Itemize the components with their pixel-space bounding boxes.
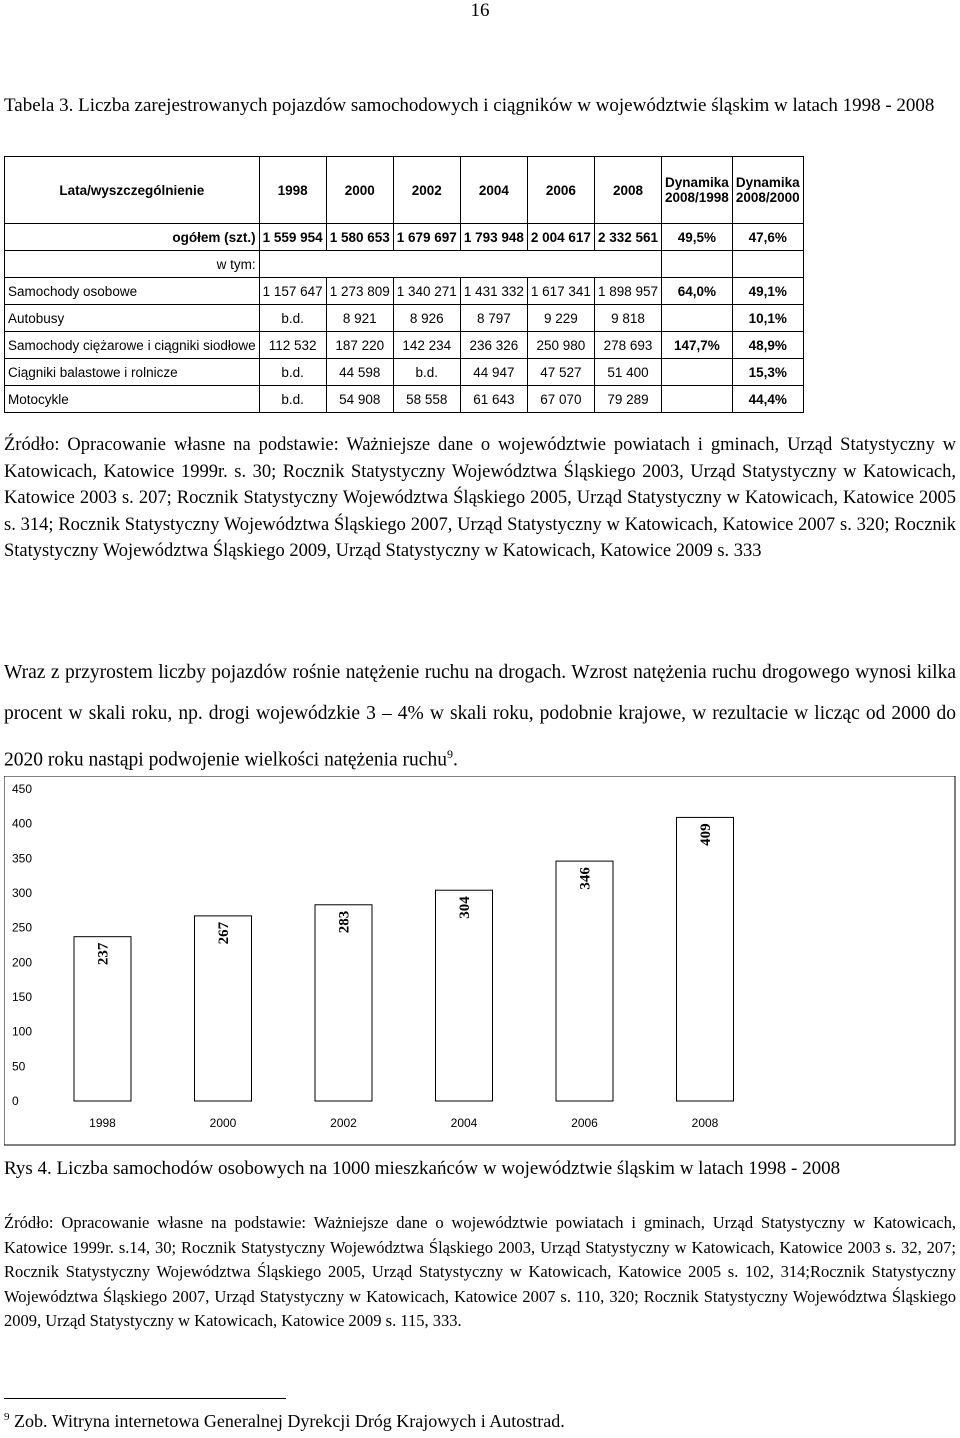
bar-2004 — [436, 890, 493, 1101]
cell: 112 532 — [259, 332, 326, 359]
cell-dyn1: 147,7% — [662, 332, 733, 359]
cell: 8 926 — [393, 305, 460, 332]
table-row — [5, 359, 804, 386]
x-tick-label: 2000 — [209, 1116, 237, 1130]
cell: 2 332 561 — [594, 224, 661, 251]
cell-dyn1: 64,0% — [662, 278, 733, 305]
cell: 1 273 809 — [326, 278, 393, 305]
cell: 250 980 — [527, 332, 594, 359]
x-tick-label: 1998 — [89, 1116, 116, 1130]
footnote-mark: 9 — [4, 1411, 10, 1423]
body-paragraph — [4, 652, 956, 781]
row-label: Autobusy — [5, 305, 260, 332]
cell: 1 898 957 — [594, 278, 661, 305]
cell: 8 921 — [326, 305, 393, 332]
x-tick-label: 2008 — [691, 1116, 719, 1130]
cell: 51 400 — [594, 359, 661, 386]
cell: 236 326 — [460, 332, 527, 359]
cell: 278 693 — [594, 332, 661, 359]
bar-value-label: 237 — [95, 942, 112, 966]
table-caption: Tabela 3. Liczba zarejestrowanych pojazdów samochodowych i ciągników w województwie śląskim w latach 1998 - 2008 — [4, 95, 935, 116]
cell: 58 558 — [393, 386, 460, 413]
row-label: Ciągniki balastowe i rolnicze — [5, 359, 260, 386]
y-tick-label: 200 — [12, 955, 33, 970]
x-tick-label: 2006 — [571, 1116, 598, 1130]
bar-value-label: 346 — [577, 867, 594, 890]
y-tick-label: 150 — [12, 990, 33, 1004]
cell-dyn2: 10,1% — [732, 305, 803, 332]
cell: 1 340 271 — [393, 278, 460, 305]
x-tick-label: 2004 — [450, 1116, 478, 1130]
header-year: 2002 — [393, 157, 460, 224]
bar-value-label: 283 — [336, 910, 353, 934]
table-row — [5, 332, 804, 359]
cell: 9 818 — [594, 305, 661, 332]
table-source: Źródło: Opracowanie własne na podstawie: Ważniejsze dane o województwie powiatach i gminach, Urząd Statystyczny w Katowicach, Katowice 1999r. s. 30; Rocznik Statystyczny Województwa Śląskiego 2003, Urząd Statystyczny w Katowicach, Katowice 2003 s. 207; Rocznik Statystyczny Województwa Śląskiego 2005, Urząd Statystyczny w Katowicach, Katowice 2005 s. 314; Rocznik Statystyczny Województwa Śląskiego 2007, Urząd Statystyczny w Katowicach, Katowice 2007 s. 320; Rocznik Statystyczny Województwa Śląskiego 2009, Urząd Statystyczny w Katowicach, Katowice 2009 s. 333 — [4, 435, 956, 561]
header-dyn2-line1: Dynamika — [735, 175, 800, 190]
row-label: ogółem (szt.) — [5, 224, 260, 251]
header-dyn1-line1: Dynamika — [665, 175, 729, 190]
cell-dyn2: 49,1% — [732, 278, 803, 305]
cell-dyn2: 47,6% — [732, 224, 803, 251]
cell: 1 793 948 — [460, 224, 527, 251]
y-tick-label: 450 — [12, 782, 33, 796]
bar-2008 — [677, 817, 734, 1101]
y-tick-label: 400 — [12, 816, 33, 831]
header-dynamika-2000 — [732, 157, 803, 224]
cell-dyn1 — [662, 305, 733, 332]
cell: 44 598 — [326, 359, 393, 386]
cell: b.d. — [259, 359, 326, 386]
cell: 67 070 — [527, 386, 594, 413]
header-dynamika-1998 — [662, 157, 733, 224]
cell-dyn1 — [662, 359, 733, 386]
cell-dyn2: 48,9% — [732, 332, 803, 359]
cell: 9 229 — [527, 305, 594, 332]
row-label-wtym: w tym: — [5, 251, 260, 278]
y-tick-label: 300 — [12, 886, 33, 900]
cell: 1 559 954 — [259, 224, 326, 251]
cell: 61 643 — [460, 386, 527, 413]
paragraph-text: Wraz z przyrostem liczby pojazdów rośnie natężenie ruchu na drogach. Wzrost natężenia ruchu drogowego wynosi kilka procent w skali roku, np. drogi wojewódzkie 3 – 4% w skali roku, podobnie krajowe, w rezultacie w licząc od 2000 do 2020 roku nastąpi podwojenie wielkości natężenia ruchu — [4, 662, 956, 771]
row-label: Samochody ciężarowe i ciągniki siodłowe — [5, 332, 260, 359]
y-tick-label: 250 — [12, 920, 33, 935]
y-tick-label: 100 — [12, 1024, 33, 1039]
header-dyn1-line2: 2008/1998 — [665, 190, 729, 205]
cell: 1 679 697 — [393, 224, 460, 251]
y-tick-label: 0 — [12, 1094, 19, 1108]
header-year: 1998 — [259, 157, 326, 224]
table-header-row — [5, 157, 804, 224]
figure-source: Źródło: Opracowanie własne na podstawie: Ważniejsze dane o województwie powiatach i gminach, Urząd Statystyczny w Katowicach, Katowice 1999r. s.14, 30; Rocznik Statystyczny Województwa Śląskiego 2003, Urząd Statystyczny w Katowicach, Katowice 2003 s. 32, 207; Rocznik Statystyczny Województwa Śląskiego 2005, Urząd Statystyczny w Katowicach, Katowice 2005 s. 102, 314;Rocznik Statystyczny Województwa Śląskiego 2007, Urząd Statystyczny w Katowicach, Katowice 2007 s. 110, 320; Rocznik Statystyczny Województwa Śląskiego 2009, Urząd Statystyczny w Katowicach, Katowice 2009 s. 115, 333. — [4, 1213, 956, 1330]
cell: 1 580 653 — [326, 224, 393, 251]
table-row — [5, 278, 804, 305]
table-row — [5, 305, 804, 332]
footnote-separator — [4, 1398, 286, 1399]
row-label: Samochody osobowe — [5, 278, 260, 305]
table-row — [5, 386, 804, 413]
cell: 54 908 — [326, 386, 393, 413]
row-label: Motocykle — [5, 386, 260, 413]
cell: 1 431 332 — [460, 278, 527, 305]
cell-dyn2: 44,4% — [732, 386, 803, 413]
cell: 47 527 — [527, 359, 594, 386]
figure-caption: Rys 4. Liczba samochodów osobowych na 1000 mieszkańców w województwie śląskim w latach 1998 - 2008 — [4, 1158, 841, 1179]
footnote-ref: 9 — [446, 747, 453, 761]
footnote — [4, 1405, 565, 1433]
header-year: 2000 — [326, 157, 393, 224]
y-tick-label: 350 — [12, 851, 33, 866]
vehicle-table — [4, 156, 804, 413]
cell: 142 234 — [393, 332, 460, 359]
cell-dyn1: 49,5% — [662, 224, 733, 251]
cell: 187 220 — [326, 332, 393, 359]
cell: 1 617 341 — [527, 278, 594, 305]
header-corner: Lata/wyszczególnienie — [5, 157, 260, 224]
bar-value-label: 409 — [698, 823, 714, 846]
cell: b.d. — [259, 305, 326, 332]
cell: 8 797 — [460, 305, 527, 332]
cell-dyn2: 15,3% — [732, 359, 803, 386]
cell: 2 004 617 — [527, 224, 594, 251]
header-year: 2004 — [460, 157, 527, 224]
header-dyn2-line2: 2008/2000 — [735, 190, 800, 205]
cell: b.d. — [259, 386, 326, 413]
cell: b.d. — [393, 359, 460, 386]
footnote-text: Zob. Witryna internetowa Generalnej Dyrekcji Dróg Krajowych i Autostrad. — [9, 1411, 565, 1431]
bar-chart — [4, 776, 956, 1146]
header-year: 2006 — [527, 157, 594, 224]
header-year: 2008 — [594, 157, 661, 224]
table-row-wtym — [5, 251, 804, 278]
x-tick-label: 2002 — [330, 1116, 357, 1130]
bar-value-label: 304 — [457, 896, 473, 919]
cell: 1 157 647 — [259, 278, 326, 305]
page-number: 16 — [470, 0, 490, 21]
cell: 44 947 — [460, 359, 527, 386]
cell-dyn1 — [662, 386, 733, 413]
table-row-total — [5, 224, 804, 251]
bar-value-label: 267 — [216, 921, 232, 945]
paragraph-end: . — [452, 749, 458, 771]
y-tick-label: 50 — [12, 1059, 26, 1074]
cell: 79 289 — [594, 386, 661, 413]
bar-2006 — [556, 861, 613, 1101]
